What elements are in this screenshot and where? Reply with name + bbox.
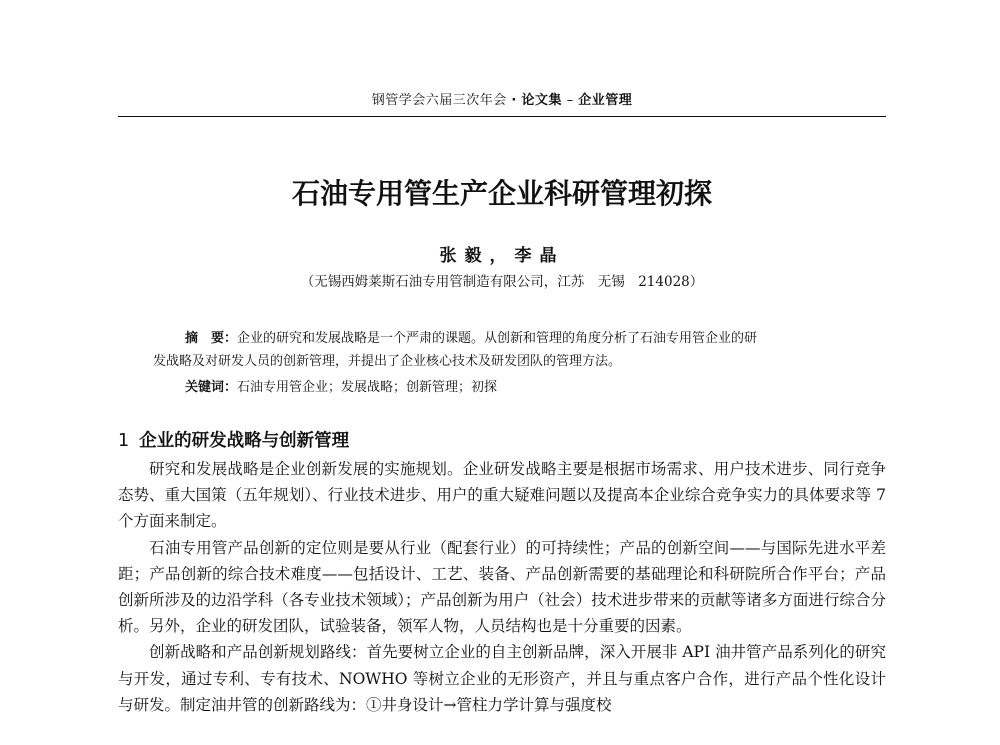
keywords-label: 关键词：: [185, 380, 238, 395]
running-header: [118, 92, 886, 110]
header-dash: –: [566, 93, 574, 108]
paragraph: 研究和发展战略是企业创新发展的实施规划。企业研发战略主要是根据市场需求、用户技术进步、同行竞争态势、重大国策（五年规划）、行业技术进步、用户的重大疑难问题以及提高本企业综合竞争实力的具体要求等 7 个方面来制定。: [118, 460, 886, 531]
authors: 张毅，李晶: [439, 246, 565, 266]
affiliation: （无锡西姆莱斯石油专用管制造有限公司，江苏 无锡 214028）: [300, 274, 704, 290]
keywords-text: 石油专用管企业；发展战略；创新管理；初探: [237, 380, 498, 395]
header-separator: ·: [511, 93, 517, 108]
section-heading: [118, 428, 886, 454]
abstract: [153, 327, 853, 373]
abstract-label: 摘 要：: [185, 331, 238, 346]
keywords: [185, 377, 845, 399]
section-number: 1: [118, 431, 130, 451]
collection-name: 论文集: [521, 93, 562, 108]
body-text: [118, 456, 886, 718]
paper-title: 石油专用管生产企业科研管理初探: [291, 177, 712, 210]
abstract-line-2: 发战略及对研发人员的创新管理，并提出了企业核心技术及研发团队的管理方法。: [153, 354, 622, 369]
journal-name: 钢管学会六届三次年会: [371, 93, 507, 108]
abstract-line-1: [153, 327, 853, 350]
paragraph: 创新战略和产品创新规划路线：首先要树立企业的自主创新品牌，深入开展非 API 油井管产品系列化的研究与开发，通过专利、专有技术、NOWHO 等树立企业的无形资产，并且与重点客户合作，进行产品个性化设计与研发。制定油井管的创新路线为：①井身设计→管柱力学计算与强度校: [118, 643, 886, 714]
paragraph: 石油专用管产品创新的定位则是要从行业（配套行业）的可持续性；产品的创新空间——与国际先进水平差距；产品创新的综合技术难度——包括设计、工艺、装备、产品创新需要的基础理论和科研院所合作平台；产品创新所涉及的边沿学科（各专业技术领域）；产品创新为用户（社会）技术进步带来的贡献等诸多方面进行综合分析。另外，企业的研发团队，试验装备，领军人物，人员结构也是十分重要的因素。: [118, 538, 886, 636]
header-topic: 企业管理: [578, 93, 633, 108]
abstract-text-1: 企业的研究和发展战略是一个严肃的课题。从创新和管理的角度分析了石油专用管企业的研: [237, 331, 758, 346]
header-rule: [118, 116, 886, 117]
section-title: 企业的研发战略与创新管理: [139, 431, 350, 451]
